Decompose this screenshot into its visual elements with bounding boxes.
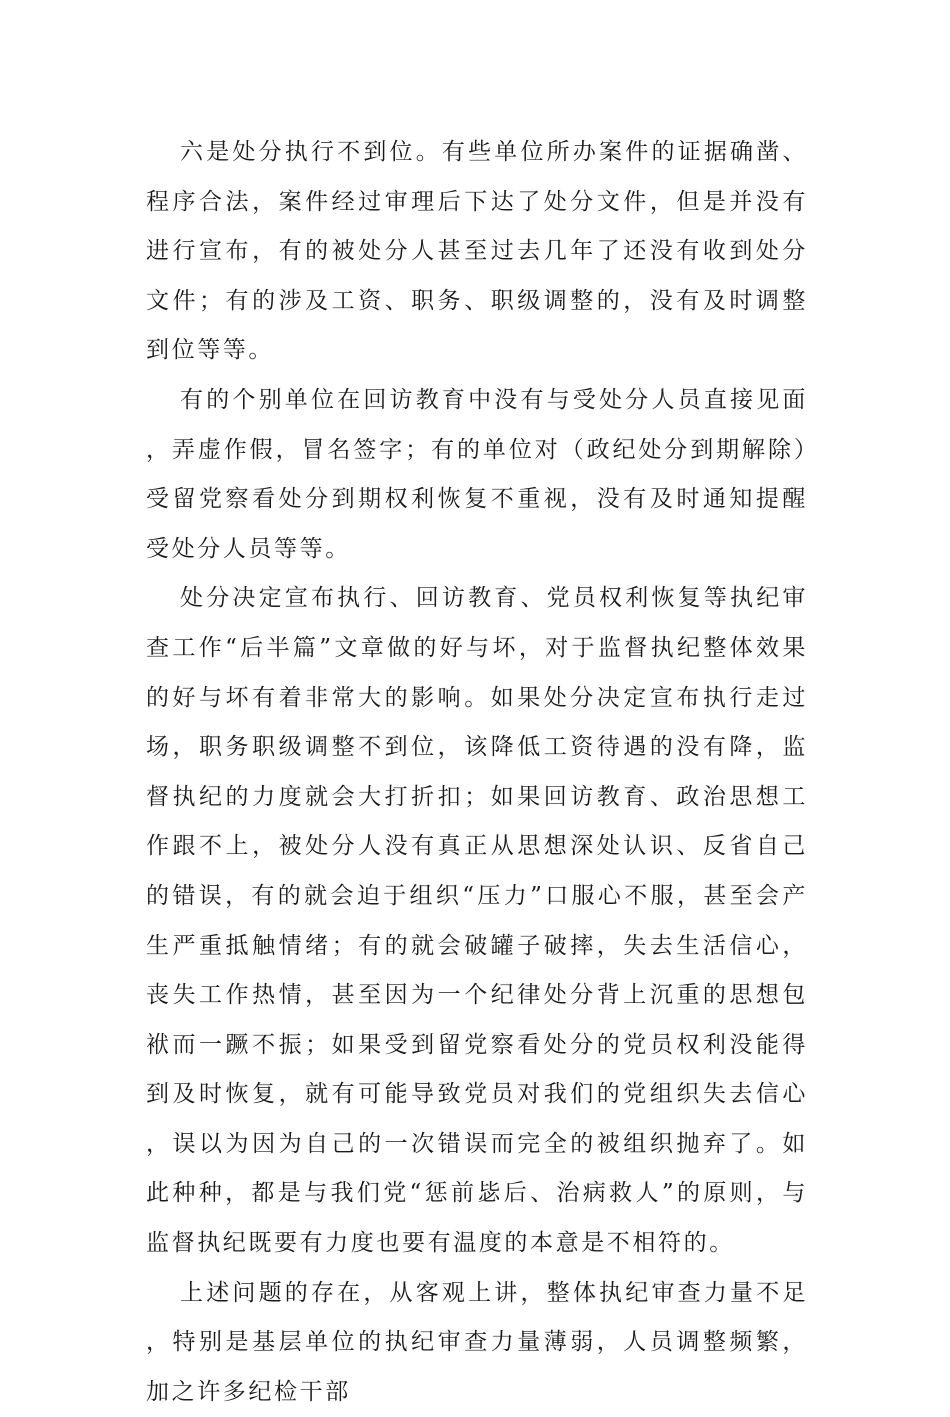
paragraph-1: 六是处分执行不到位。有些单位所办案件的证据确凿、程序合法，案件经过审理后下达了处分文件，但是并没有进行宣布，有的被处分人甚至过去几年了还没有收到处分文件；有的涉及工资、职务、职级调整的，没有及时调整到位等等。 (146, 139, 808, 364)
paragraph-4: 上述问题的存在，从客观上讲，整体执纪审查力量不足，特别是基层单位的执纪审查力量薄弱，人员调整频繁，加之许多纪检干部 (146, 1279, 808, 1405)
document-body (146, 128, 808, 1417)
paragraph-3: 处分决定宣布执行、回访教育、党员权利恢复等执纪审查工作“后半篇”文章做的好与坏，对于监督执纪整体效果的好与坏有着非常大的影响。如果处分决定宣布执行走过场，职务职级调整不到位，该降低工资待遇的没有降，监督执纪的力度就会大打折扣；如果回访教育、政治思想工作跟不上，被处分人没有真正从思想深处认识、反省自己的错误，有的就会迫于组织“压力”口服心不服，甚至会产生严重抵触情绪；有的就会破罐子破摔，失去生活信心，丧失工作热情，甚至因为一个纪律处分背上沉重的思想包袱而一蹶不振；如果受到留党察看处分的党员权利没能得到及时恢复，就有可能导致党员对我们的党组织失去信心，误以为因为自己的一次错误而完全的被组织抛弃了。如此种种，都是与我们党“惩前毖后、治病救人”的原则，与监督执纪既要有力度也要有温度的本意是不相符的。 (146, 585, 808, 1257)
paragraph-2: 有的个别单位在回访教育中没有与受处分人员直接见面，弄虚作假，冒名签字；有的单位对（政纪处分到期解除）受留党察看处分到期权利恢复不重视，没有及时通知提醒受处分人员等等。 (146, 386, 808, 562)
